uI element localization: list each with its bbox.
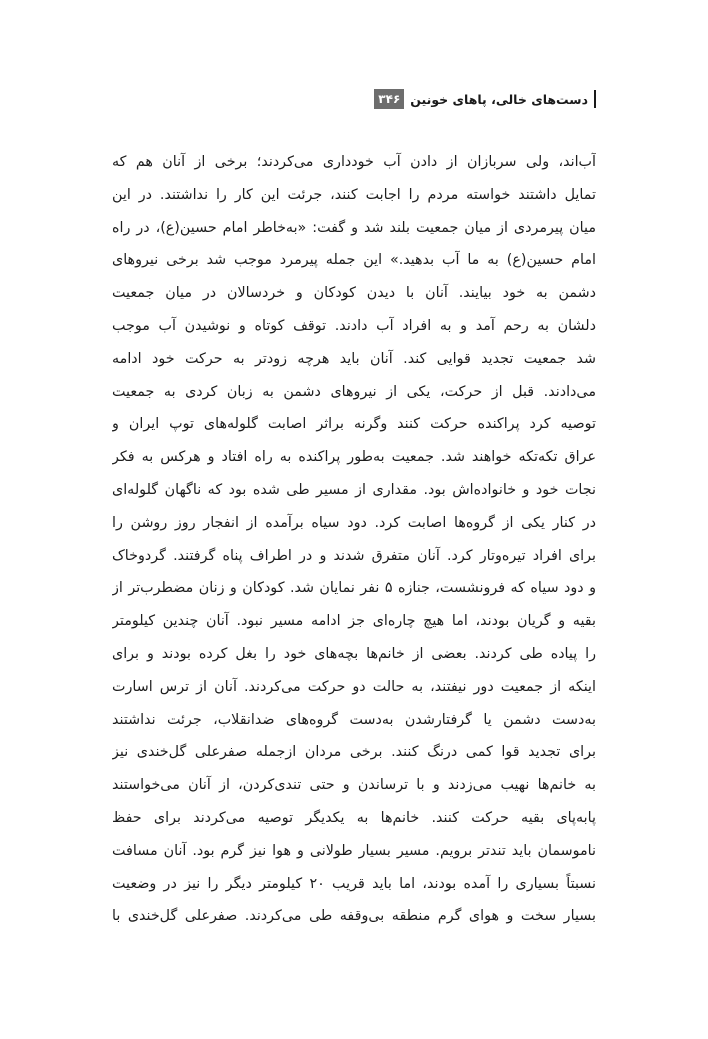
book-title: دست‌های خالی، پاهای خونین bbox=[410, 91, 588, 107]
text-line: توصیه کرد پراکنده حرکت کنند وگرنه براثر اصابت گلوله‌های توپ ایران و bbox=[112, 416, 596, 433]
text-line: و دود سیاه که فرونشست، جنازه ۵ نفر نمایان شد. کودکان و زنان مضطرب‌تر از bbox=[112, 580, 596, 597]
running-header bbox=[374, 88, 596, 110]
text-line: بقیه و گریان بودند، اما هیچ چاره‌ای جز ادامه مسیر نبود. آنان چندین کیلومتر bbox=[112, 613, 596, 630]
page-number: ۳۴۶ bbox=[374, 89, 404, 109]
text-line: می‌دادند. قبل از حرکت، یکی از نیروهای دشمن به زبان کردی به جمعیت bbox=[112, 383, 596, 400]
text-line: به‌دست دشمن یا گرفتارشدن به‌دست گروه‌های ضدانقلاب، جرئت نداشتند bbox=[112, 711, 596, 728]
body-paragraph bbox=[112, 146, 596, 933]
text-line: برای افراد تیره‌وتار کرد. آنان متفرق شدند و در اطراف پناه گرفتند. گردوخاک bbox=[112, 547, 596, 564]
text-line: ناموسمان باید تندتر برویم. مسیر بسیار طولانی و هوا نیز گرم بود. آنان مسافت bbox=[112, 842, 596, 859]
text-line: شد جمعیت تجدید قوایی کند. آنان باید هرچه زودتر به حرکت خود ادامه bbox=[112, 350, 596, 367]
text-line: را پیاده طی کردند. بعضی از خانم‌ها بچه‌های خود را بغل کرده بودند و برای bbox=[112, 645, 596, 662]
text-line: عراق تکه‌تکه خواهند شد. جمعیت به‌طور پراکنده به راه افتاد و هرکس به فکر bbox=[112, 449, 596, 466]
header-divider-bar bbox=[594, 90, 596, 108]
text-line: در کنار یکی از گروه‌ها اصابت کرد. دود سیاه برآمده از انفجار روز روشن را bbox=[112, 514, 596, 531]
text-line: دشمن به خود بیایند. آنان با دیدن کودکان و خردسالان در میان جمعیت bbox=[112, 285, 596, 302]
text-line: میان پیرمردی از میان جمعیت بلند شد و گفت: «به‌خاطر امام حسین(ع)، در راه bbox=[112, 219, 596, 236]
text-line: آب‌اند، ولی سربازان از دادن آب خودداری می‌کردند؛ برخی از آنان هم که bbox=[112, 154, 596, 170]
text-line: به خانم‌ها نهیب می‌زدند و با ترساندن و حتی تندی‌کردن، از آنان می‌خواستند bbox=[112, 777, 596, 794]
text-line: اینکه از جمعیت دور نیفتند، به حالت دو حرکت می‌کردند. آنان از ترس اسارت bbox=[112, 678, 596, 695]
text-line: نسبتاً بسیاری را آمده بودند، اما باید قریب ۲۰ کیلومتر دیگر را نیز در وضعیت bbox=[112, 875, 596, 892]
text-line: دلشان به رحم آمد و به افراد آب دادند. توقف کوتاه و نوشیدن آب موجب bbox=[112, 317, 596, 334]
text-line: برای تجدید قوا کمی درنگ کنند. برخی مردان ازجمله صفرعلی گل‌خندی نیز bbox=[112, 744, 596, 761]
text-line: تمایل داشتند خواسته مردم را اجابت کنند، جرئت این کار را نداشتند. در این bbox=[112, 186, 596, 203]
text-line: امام حسین(ع) به ما آب بدهید.» این جمله پیرمرد موجب شد برخی نیروهای bbox=[112, 252, 596, 269]
text-line: نجات خود و خانواده‌اش بود. مقداری از مسیر طی شده بود که ناگهان گلوله‌ای bbox=[112, 481, 596, 498]
text-line: بسیار سخت و هوای گرم منطقه بی‌وقفه طی می‌کردند. صفرعلی گل‌خندی با bbox=[112, 908, 596, 925]
text-line: پابه‌پای بقیه حرکت کنند. خانم‌ها به یکدیگر توصیه می‌کردند برای حفظ bbox=[112, 809, 596, 826]
